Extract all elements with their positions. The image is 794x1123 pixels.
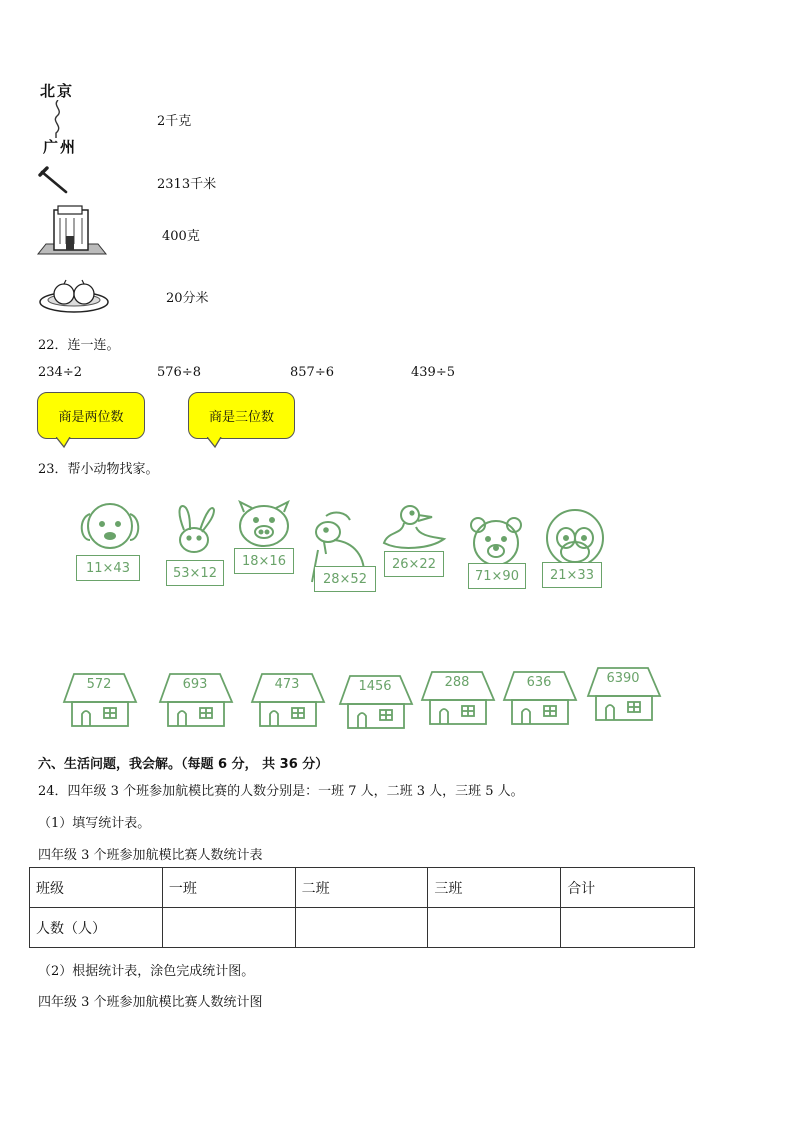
animal-dog bbox=[72, 500, 144, 584]
table-header-cell: 三班 bbox=[428, 868, 561, 908]
animal-monkey bbox=[540, 508, 610, 588]
fruit-plate-icon bbox=[38, 276, 110, 314]
rabbit-icon bbox=[162, 500, 226, 562]
house-5 bbox=[418, 668, 496, 726]
table-input-cell[interactable] bbox=[162, 908, 295, 948]
building-icon bbox=[36, 204, 108, 256]
animal-tag-bear: 71×90 bbox=[468, 563, 526, 589]
q24-part1: （1）填写统计表。 bbox=[38, 816, 151, 831]
table-header-cell: 一班 bbox=[162, 868, 295, 908]
animal-tag-rabbit: 53×12 bbox=[166, 560, 224, 586]
house-number-1: 572 bbox=[86, 677, 112, 692]
dog-icon bbox=[72, 500, 144, 560]
house-number-3: 473 bbox=[274, 677, 300, 692]
q22-title: 22．连一连。 bbox=[38, 338, 120, 353]
section6-heading: 六、生活问题，我会解。（每题 6 分， 共 36 分） bbox=[38, 757, 329, 772]
pig-icon bbox=[232, 500, 296, 552]
unit-value-4: 20分米 bbox=[166, 291, 209, 306]
table-input-cell[interactable] bbox=[428, 908, 561, 948]
house-number-6: 636 bbox=[526, 675, 552, 690]
animal-tag-pig: 18×16 bbox=[234, 548, 294, 574]
bubble-two-digit-quotient bbox=[37, 392, 145, 439]
table-header-cell: 二班 bbox=[295, 868, 428, 908]
stat-table bbox=[29, 867, 695, 948]
bubble-tail-icon bbox=[56, 437, 72, 449]
bear-icon bbox=[464, 515, 528, 569]
house-4 bbox=[336, 672, 414, 730]
animal-pig bbox=[232, 500, 296, 580]
unit-value-3: 400克 bbox=[162, 229, 200, 244]
house-7 bbox=[584, 664, 662, 722]
bubble-tail-icon bbox=[207, 437, 223, 449]
table-header-cell: 合计 bbox=[561, 868, 695, 908]
table-row bbox=[30, 908, 695, 948]
chart-title: 四年级 3 个班参加航模比赛人数统计图 bbox=[38, 995, 263, 1010]
q24-part2: （2）根据统计表，涂色完成统计图。 bbox=[38, 964, 255, 979]
house-1 bbox=[60, 670, 138, 728]
q22-expression-3: 857÷6 bbox=[290, 365, 334, 380]
table-input-cell[interactable] bbox=[295, 908, 428, 948]
q22-expression-1: 234÷2 bbox=[38, 365, 82, 380]
table-row-label: 人数（人） bbox=[30, 908, 163, 948]
table-header-cell: 班级 bbox=[30, 868, 163, 908]
duck-icon bbox=[380, 503, 452, 553]
beijing-guangzhou-map bbox=[38, 80, 88, 156]
bubble-two-digit-label: 商是两位数 bbox=[58, 410, 124, 425]
house-number-2: 693 bbox=[182, 677, 208, 692]
house-3 bbox=[248, 670, 326, 728]
route-line-icon bbox=[48, 100, 78, 140]
animal-tag-monkey: 21×33 bbox=[542, 562, 602, 588]
map-label-guangzhou: 广州 bbox=[43, 138, 78, 156]
house-number-5: 288 bbox=[444, 675, 470, 690]
q22-expression-2: 576÷8 bbox=[157, 365, 201, 380]
table-title: 四年级 3 个班参加航模比赛人数统计表 bbox=[38, 848, 263, 863]
q22-expression-4: 439÷5 bbox=[411, 365, 455, 380]
unit-value-2: 2313千米 bbox=[157, 177, 217, 192]
nail-icon bbox=[38, 166, 74, 196]
table-header-row bbox=[30, 868, 695, 908]
house-number-7: 6390 bbox=[606, 671, 640, 686]
animal-tag-goat: 28×52 bbox=[314, 566, 376, 592]
q24-text: 24．四年级 3 个班参加航模比赛的人数分别是：一班 7 人，二班 3 人，三班 5 人。 bbox=[38, 784, 524, 799]
animal-rabbit bbox=[162, 500, 226, 588]
map-label-beijing: 北京 bbox=[40, 82, 75, 100]
animal-tag-dog: 11×43 bbox=[76, 555, 140, 581]
bubble-three-digit-quotient bbox=[188, 392, 295, 439]
animal-goat bbox=[304, 510, 376, 596]
animal-tag-duck: 26×22 bbox=[384, 551, 444, 577]
bubble-three-digit-label: 商是三位数 bbox=[208, 410, 274, 425]
animal-bear bbox=[464, 515, 528, 591]
house-number-4: 1456 bbox=[358, 679, 392, 694]
unit-value-1: 2千克 bbox=[157, 114, 192, 129]
table-input-cell[interactable] bbox=[561, 908, 695, 948]
monkey-icon bbox=[540, 508, 610, 570]
animal-duck bbox=[380, 503, 452, 583]
house-6 bbox=[500, 668, 578, 726]
q23-title: 23．帮小动物找家。 bbox=[38, 462, 159, 477]
house-2 bbox=[156, 670, 234, 728]
